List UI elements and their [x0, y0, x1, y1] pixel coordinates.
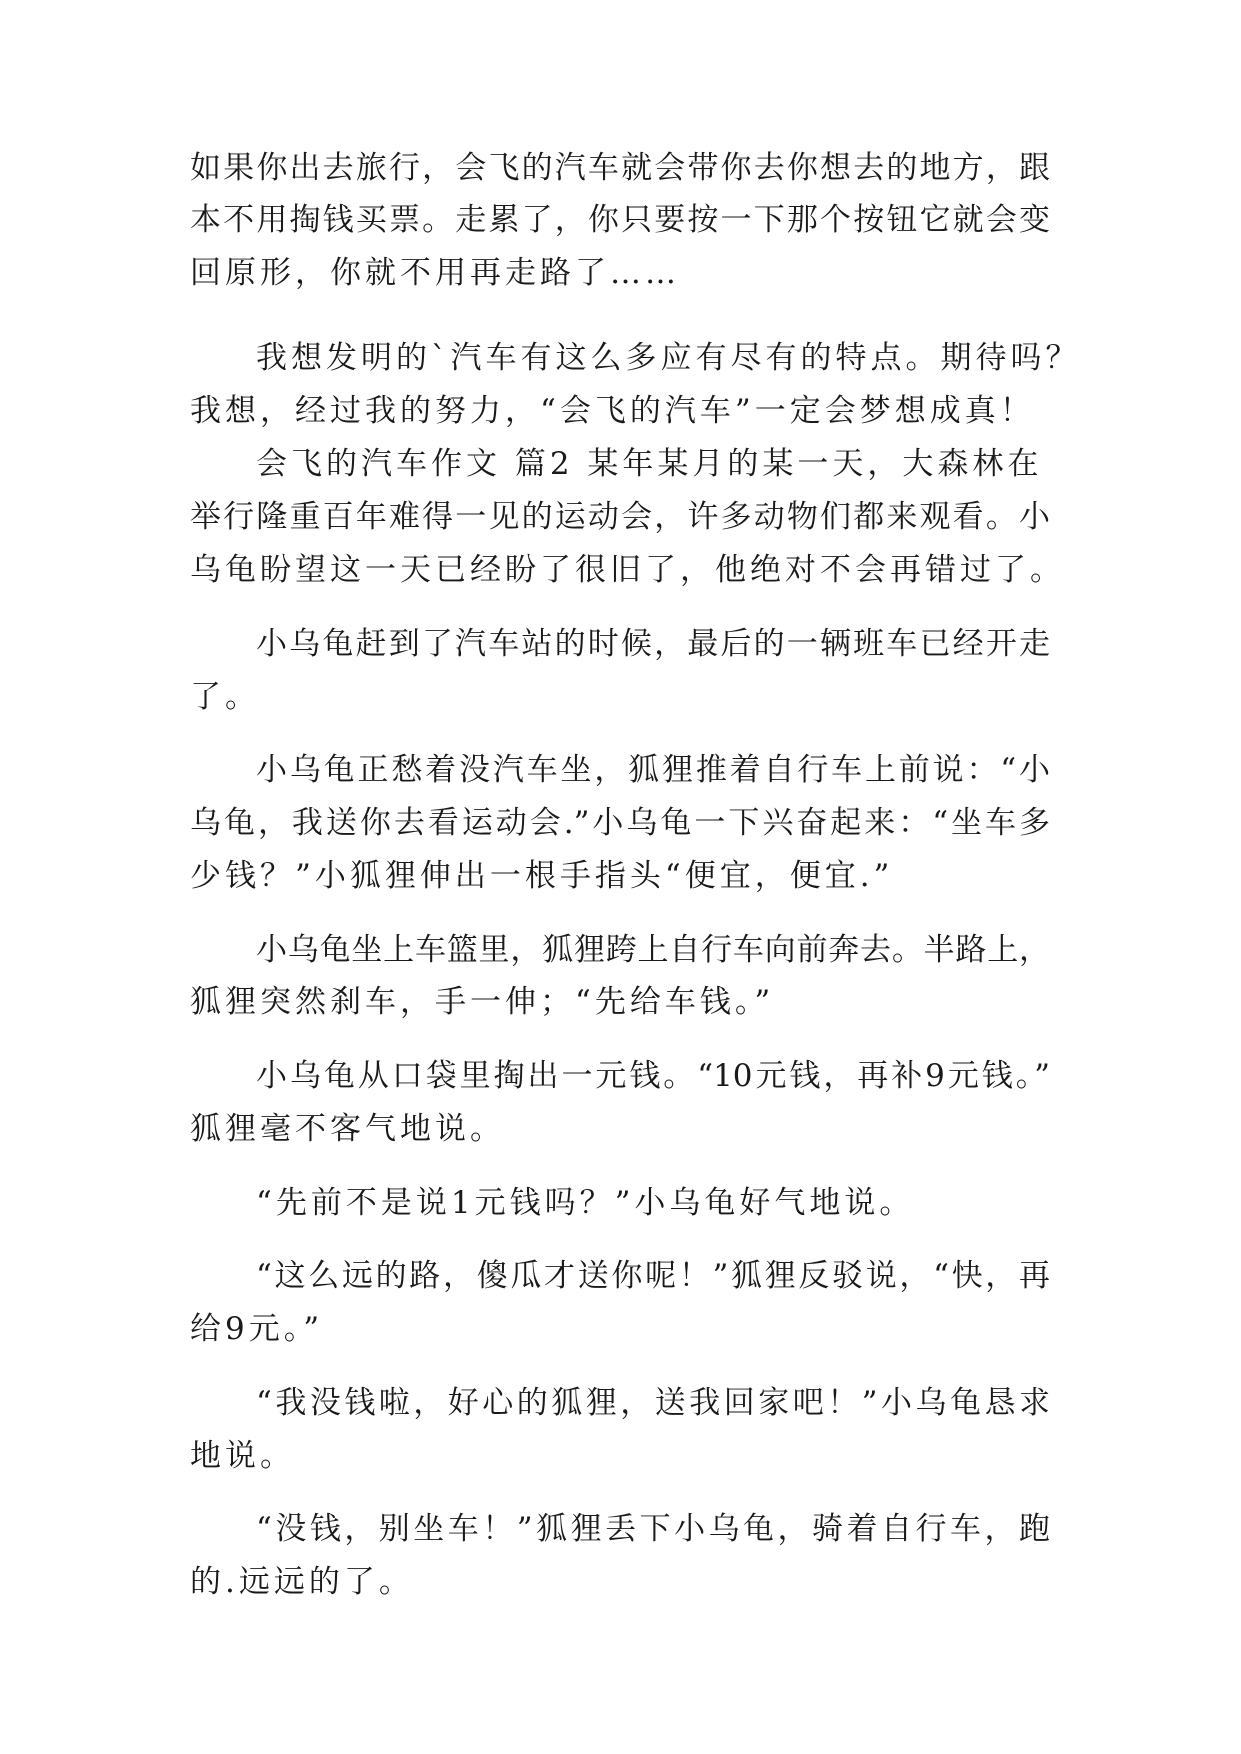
text-line: 狐狸毫不客气地说。	[190, 1111, 505, 1147]
text-line: 会飞的汽车作文 篇2 某年某月的某一天，大森林在	[256, 446, 1043, 482]
text-line: “先前不是说1元钱吗？”小乌龟好气地说。	[256, 1185, 915, 1221]
text-line: 我想，经过我的努力，“会飞的汽车”一定会梦想成真！	[190, 393, 1035, 429]
text-line: 举行隆重百年难得一见的运动会，许多动物们都来观看。小	[190, 499, 1050, 535]
text-line: 狐狸突然刹车，手一伸；“先给车钱。”	[190, 984, 775, 1020]
text-line: 乌龟，我送你去看运动会.”小乌龟一下兴奋起来：“坐车多	[190, 805, 1050, 841]
text-line: 小乌龟正愁着没汽车坐，狐狸推着自行车上前说：“小	[256, 752, 1050, 788]
text-line: 小乌龟赶到了汽车站的时候，最后的一辆班车已经开走	[256, 626, 1050, 662]
text-line: 地说。	[190, 1438, 295, 1474]
text-line: 回原形，你就不用再走路了……	[190, 255, 680, 291]
text-line: 乌龟盼望这一天已经盼了很旧了，他绝对不会再错过了。	[190, 552, 1065, 588]
text-line: 小乌龟从口袋里掏出一元钱。“10元钱，再补9元钱。”	[256, 1058, 1050, 1094]
text-line: 了。	[190, 679, 260, 715]
text-line: 给9元。”	[190, 1311, 324, 1347]
text-line: 少钱？”小狐狸伸出一根手指头“便宜，便宜.”	[190, 858, 894, 894]
text-line: 本不用掏钱买票。走累了，你只要按一下那个按钮它就会变	[190, 202, 1050, 238]
text-line: “我没钱啦，好心的狐狸，送我回家吧！”小乌龟恳求	[256, 1385, 1050, 1421]
text-line: 如果你出去旅行，会飞的汽车就会带你去你想去的地方，跟	[190, 150, 1050, 186]
text-line: 小乌龟坐上车篮里，狐狸跨上自行车向前奔去。半路上，	[256, 932, 1050, 968]
text-line: “这么远的路，傻瓜才送你呢！”狐狸反驳说，“快，再	[256, 1258, 1050, 1294]
text-line: 我想发明的`汽车有这么多应有尽有的特点。期待吗？	[256, 340, 1081, 376]
text-line: “没钱，别坐车！”狐狸丢下小乌龟，骑着自行车，跑	[256, 1511, 1050, 1547]
text-line: 的.远远的了。	[190, 1564, 414, 1600]
